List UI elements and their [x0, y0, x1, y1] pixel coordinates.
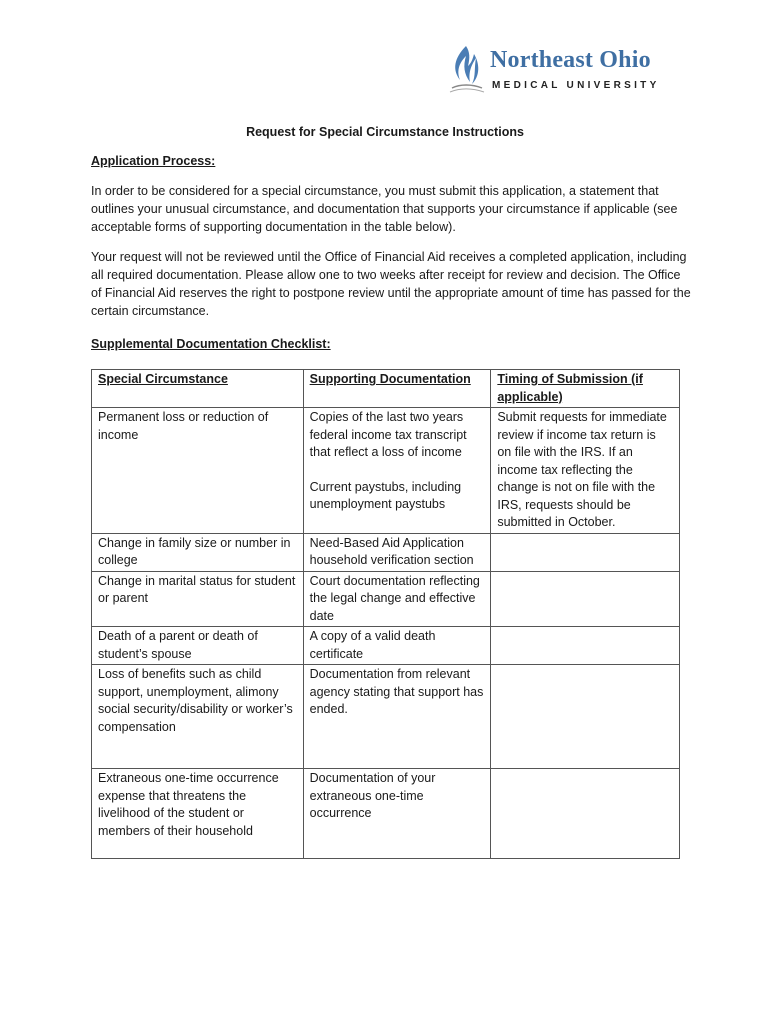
documentation-cell: Need-Based Aid Application household verification section: [303, 533, 491, 571]
circumstance-cell: Extraneous one-time occurrence expense that threatens the livelihood of the student or members of their household: [92, 769, 304, 859]
table-row: [92, 533, 680, 571]
document-title: Request for Special Circumstance Instructions: [246, 125, 524, 139]
circumstance-cell: Loss of benefits such as child support, unemployment, alimony social security/disability or worker’s compensation: [92, 665, 304, 769]
circumstance-cell: Death of a parent or death of student’s spouse: [92, 627, 304, 665]
flame-emblem-icon: [446, 44, 486, 96]
timing-cell: [491, 627, 680, 665]
timing-cell: [491, 665, 680, 769]
timing-cell: [491, 533, 680, 571]
documentation-cell: A copy of a valid death certificate: [303, 627, 491, 665]
table-row: [92, 627, 680, 665]
circumstance-cell: Permanent loss or reduction of income: [92, 408, 304, 534]
documentation-text: Current paystubs, including unemployment paystubs: [309, 479, 462, 511]
circumstance-cell: Change in family size or number in college: [92, 533, 304, 571]
documentation-cell: Court documentation reflecting the legal change and effective date: [303, 571, 491, 627]
logo-subtitle: MEDICAL UNIVERSITY: [492, 80, 660, 91]
column-header: Special Circumstance: [92, 370, 304, 408]
documentation-checklist-table: [91, 369, 680, 859]
documentation-cell: [303, 408, 491, 534]
application-process-heading: Application Process:: [91, 154, 216, 168]
table-row: [92, 665, 680, 769]
logo-name: Northeast Ohio: [490, 47, 651, 73]
column-header: Supporting Documentation: [303, 370, 491, 408]
timing-cell: Submit requests for immediate review if income tax return is on file with the IRS. If an income tax reflecting the change is not on file with the IRS, requests should be submitted in October.: [491, 408, 680, 534]
application-paragraph-2: Your request will not be reviewed until the Office of Financial Aid receives a completed application, including all required documentation. Please allow one to two weeks after receipt for review and decision. The Office of Financial Aid reserves the right to postpone review until the appropriate amount of time has passed for the certain circumstance.: [91, 250, 691, 318]
table-row: [92, 769, 680, 859]
table-row: [92, 408, 680, 534]
application-paragraph-1: In order to be considered for a special circumstance, you must submit this application, a statement that outlines your unusual circumstance, and documentation that supports your circumstance if applicable (see acceptable forms of supporting documentation in the table below).: [91, 184, 678, 234]
documentation-cell: Documentation of your extraneous one-time occurrence: [303, 769, 491, 859]
checklist-heading: Supplemental Documentation Checklist:: [91, 337, 331, 351]
timing-cell: [491, 769, 680, 859]
column-header: Timing of Submission (if applicable): [491, 370, 680, 408]
timing-cell: [491, 571, 680, 627]
university-logo: [446, 44, 682, 96]
documentation-cell: Documentation from relevant agency stating that support has ended.: [303, 665, 491, 769]
circumstance-cell: Change in marital status for student or parent: [92, 571, 304, 627]
table-row: [92, 571, 680, 627]
documentation-text: Copies of the last two years federal income tax transcript that reflect a loss of income: [309, 410, 467, 459]
table-header-row: [92, 370, 680, 408]
